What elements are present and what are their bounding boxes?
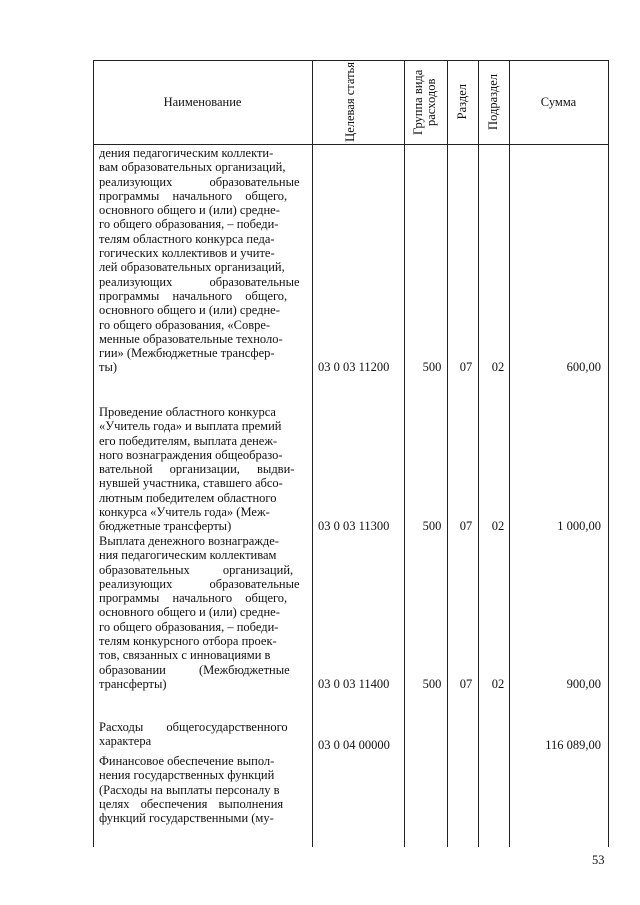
- name-line: реализующих образовательные: [99, 274, 300, 289]
- name-line: Выплата денежного вознагражде-: [99, 534, 279, 548]
- name-line: образовательных организаций,: [99, 562, 294, 577]
- section-code: 07: [459, 360, 473, 374]
- amount: 1 000,00: [557, 519, 601, 533]
- header-name-label: Наименование: [163, 94, 242, 109]
- name-line: вательной организации, выдви-: [99, 462, 295, 477]
- name-line: дения педагогическим коллекти-: [99, 146, 274, 160]
- name-line: программы начального общего,: [99, 188, 288, 203]
- header-target: [312, 60, 404, 144]
- expense-group: 500: [422, 677, 442, 691]
- name-line: менные образовательные техноло-: [99, 331, 283, 346]
- target-code: 03 0 03 11300: [318, 519, 390, 533]
- expense-group: 500: [422, 360, 442, 374]
- name-line: Финансовое обеспечение выпол-: [99, 754, 275, 768]
- name-line: го общего образования, – победи-: [99, 619, 279, 634]
- name-line: конкурса «Учитель года» (Меж-: [99, 505, 270, 520]
- header-sum: [509, 60, 608, 144]
- name-line: реализующих образовательные: [99, 576, 300, 591]
- name-line: вам образовательных организаций,: [99, 160, 286, 175]
- table-border-right: [608, 60, 609, 847]
- header-group-label: Группа вида расходов: [410, 69, 438, 135]
- name-line: образовании (Межбюджетные: [99, 662, 290, 677]
- name-line: тов, связанных с инновациями в: [99, 648, 271, 663]
- table-border-left: [93, 60, 94, 847]
- name-line: лютным победителем областного: [99, 490, 277, 505]
- row-name: [99, 720, 307, 749]
- amount: 900,00: [566, 677, 601, 691]
- name-line: бюджетные трансферты): [99, 519, 232, 534]
- name-line: Проведение областного конкурса: [99, 405, 276, 419]
- name-line: «Учитель года» и выплата премий: [99, 419, 282, 434]
- header-section-label: Раздел: [455, 84, 469, 120]
- header-target-label: Целевая статья: [343, 62, 357, 142]
- subsection-code: 02: [491, 519, 505, 533]
- name-line: основного общего и (или) средне-: [99, 203, 280, 218]
- name-line: ния педагогическим коллективам: [99, 548, 277, 563]
- row-name: [99, 146, 307, 375]
- amount: 116 089,00: [545, 738, 601, 752]
- name-line: программы начального общего,: [99, 591, 288, 606]
- name-line: целях обеспечения выполнения: [99, 796, 284, 811]
- header-name: [93, 60, 312, 144]
- page-number: 53: [592, 853, 605, 867]
- header-group: [404, 60, 447, 144]
- name-line: основного общего и (или) средне-: [99, 605, 280, 620]
- header-section: [447, 60, 478, 144]
- header-subsection-label: Подраздел: [486, 74, 500, 130]
- name-line: характера: [99, 734, 152, 749]
- row-name: [99, 405, 307, 534]
- amount: 600,00: [566, 360, 601, 374]
- name-line: го общего образования, – победи-: [99, 217, 279, 232]
- name-line: реализующих образовательные: [99, 174, 300, 189]
- name-line: лей образовательных организаций,: [99, 260, 285, 275]
- column-divider: [509, 60, 510, 847]
- header-subsection: [478, 60, 509, 144]
- name-line: ного вознаграждения общеобразо-: [99, 447, 283, 462]
- column-divider: [478, 60, 479, 847]
- budget-table: [93, 60, 609, 847]
- name-line: гогических коллективов и учите-: [99, 246, 275, 261]
- row-name: [99, 534, 307, 691]
- section-code: 07: [459, 519, 473, 533]
- name-line: функций государственными (му-: [99, 811, 274, 826]
- name-line: программы начального общего,: [99, 288, 288, 303]
- target-code: 03 0 03 11200: [318, 360, 390, 374]
- header-divider: [93, 144, 609, 145]
- expense-group: 500: [422, 519, 442, 533]
- target-code: 03 0 04 00000: [318, 738, 390, 752]
- subsection-code: 02: [491, 677, 505, 691]
- column-divider: [404, 60, 405, 847]
- name-line: трансферты): [99, 676, 167, 691]
- name-line: (Расходы на выплаты персоналу в: [99, 782, 280, 797]
- name-line: Расходы общегосударственного: [99, 720, 288, 734]
- section-code: 07: [459, 677, 473, 691]
- name-line: нувшей участника, ставшего абсо-: [99, 476, 283, 491]
- name-line: его победителям, выплата денеж-: [99, 433, 278, 448]
- name-line: нения государственных функций: [99, 768, 275, 783]
- column-divider: [312, 60, 313, 847]
- column-divider: [447, 60, 448, 847]
- name-line: гии» (Межбюджетные трансфер-: [99, 346, 275, 361]
- subsection-code: 02: [491, 360, 505, 374]
- name-line: телям конкурсного отбора проек-: [99, 634, 277, 649]
- header-sum-label: Сумма: [540, 94, 577, 109]
- name-line: ты): [99, 360, 118, 375]
- target-code: 03 0 03 11400: [318, 677, 390, 691]
- name-line: телям областного конкурса педа-: [99, 231, 275, 246]
- row-name: [99, 754, 307, 825]
- name-line: основного общего и (или) средне-: [99, 303, 280, 318]
- name-line: го общего образования, «Совре-: [99, 317, 271, 332]
